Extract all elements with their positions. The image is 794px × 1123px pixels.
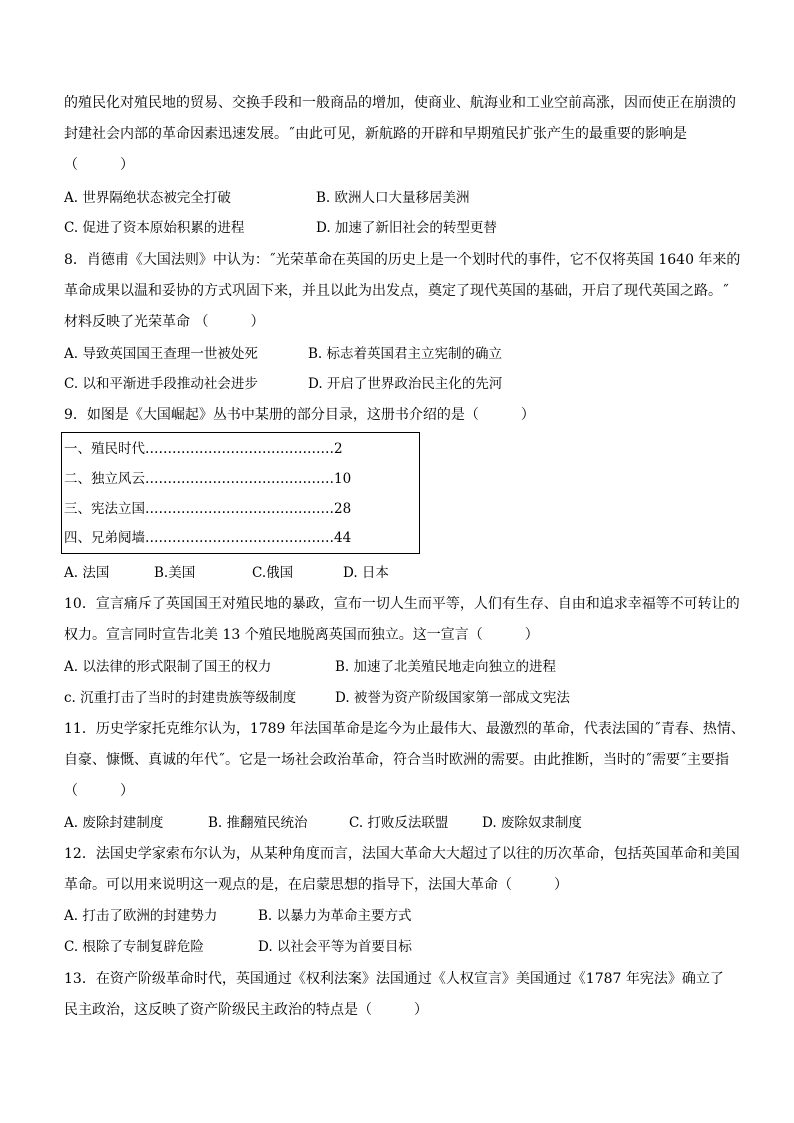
q9-option-c: C.俄国 — [252, 565, 294, 581]
q9-stem-line-1: 9．如图是《大国崛起》丛书中某册的部分目录，这册书介绍的是（ ） — [64, 407, 535, 423]
toc-entry: 三、宪法立国……………………………………28 — [64, 501, 352, 517]
q8-option-c: C. 以和平渐进手段推动社会进步 — [64, 376, 258, 392]
q10-option-d: D. 被誉为资产阶级国家第一部成文宪法 — [335, 690, 570, 706]
q8-option-d: D. 开启了世界政治民主化的先河 — [308, 376, 503, 392]
q12-option-b: B. 以暴力为革命主要方式 — [258, 908, 412, 924]
q9-option-d: D. 日本 — [343, 565, 389, 581]
q11-stem-line-1: 11．历史学家托克维尔认为，1789 年法国革命是迄今为止最伟大、最激烈的革命，代表法国的˝青春、热情、 — [64, 721, 745, 737]
q12-option-c: C. 根除了专制复辟危险 — [64, 939, 204, 955]
q7-option-a: A. 世界隔绝状态被完全打破 — [64, 190, 231, 206]
q11-stem-line-2: 自豪、慷慨、真诚的年代˝。它是一场社会政治革命，符合当时欧洲的需要。由此推断，当时的˝需要˝主要指 — [64, 752, 729, 768]
q11-option-c: C. 打败反法联盟 — [349, 815, 449, 831]
q7-stem-line-2: 封建社会内部的革命因素迅速发展。˝由此可见，新航路的开辟和早期殖民扩张产生的最重要的影响是 — [64, 126, 687, 142]
q10-option-c: c. 沉重打击了当时的封建贵族等级制度 — [64, 690, 297, 706]
q11-option-b: B. 推翻殖民统治 — [208, 815, 308, 831]
toc-entry: 二、独立风云……………………………………10 — [64, 471, 352, 487]
q12-stem-line-1: 12．法国史学家索布尔认为，从某种角度而言，法国大革命大大超过了以往的历次革命，包括英国革命和美国 — [64, 846, 740, 862]
q8-option-b: B. 标志着英国君主立宪制的确立 — [308, 346, 503, 362]
q8-stem-line-2: 革命成果以温和妥协的方式巩固下来，并且以此为出发点，奠定了现代英国的基础，开启了现代英国之路。˝ — [64, 283, 729, 299]
table-of-contents-box — [61, 432, 420, 554]
q8-option-a: A. 导致英国国王查理一世被处死 — [64, 346, 258, 362]
q11-stem-line-3: （ ） — [64, 783, 134, 799]
q12-stem-line-2: 革命。可以用来说明这一观点的是，在启蒙思想的指导下，法国大革命（ ） — [64, 877, 568, 893]
q7-answer-blank: （ ） — [64, 157, 134, 173]
q9-option-a: A. 法国 — [64, 565, 110, 581]
q12-option-d: D. 以社会平等为首要目标 — [258, 939, 412, 955]
q11-option-a: A. 废除封建制度 — [64, 815, 164, 831]
q10-stem-line-2: 权力。宣言同时宣告北美 13 个殖民地脱离英国而独立。这一宣言（ ） — [64, 627, 539, 643]
q12-option-a: A. 打击了欧洲的封建势力 — [64, 908, 218, 924]
toc-entry: 一、殖民时代……………………………………2 — [64, 441, 343, 457]
q10-option-b: B. 加速了北美殖民地走向独立的进程 — [335, 659, 557, 675]
q11-option-d: D. 废除奴隶制度 — [482, 815, 582, 831]
q8-stem-line-3: 材料反映了光荣革命 （ ） — [64, 314, 265, 330]
q9-option-b: B.美国 — [154, 565, 196, 581]
q10-option-a: A. 以法律的形式限制了国王的权力 — [64, 659, 272, 675]
toc-entry: 四、兄弟阋墙……………………………………44 — [64, 530, 352, 546]
q8-stem-line-1: 8．肖德甫《大国法则》中认为：˝光荣革命在英国的历史上是一个划时代的事件，它不仅将英国 1640 年来的 — [64, 252, 741, 268]
q10-stem-line-1: 10．宣言痛斥了英国国王对殖民地的暴政，宣布一切人生而平等，人们有生存、自由和追求幸福等不可转让的 — [64, 596, 740, 612]
q13-stem-line-2: 民主政治，这反映了资产阶级民主政治的特点是（ ） — [64, 1002, 428, 1018]
q7-stem-line-1: 的殖民化对殖民地的贸易、交换手段和一般商品的增加，使商业、航海业和工业空前高涨，因而使正在崩溃的 — [64, 95, 736, 111]
q13-stem-line-1: 13．在资产阶级革命时代，英国通过《权利法案》法国通过《人权宣言》美国通过《1787 年宪法》确立了 — [64, 971, 724, 987]
q7-option-b: B. 欧洲人口大量移居美洲 — [316, 190, 470, 206]
q7-option-d: D. 加速了新旧社会的转型更替 — [316, 220, 497, 236]
q7-option-c: C. 促进了资本原始积累的进程 — [64, 220, 245, 236]
